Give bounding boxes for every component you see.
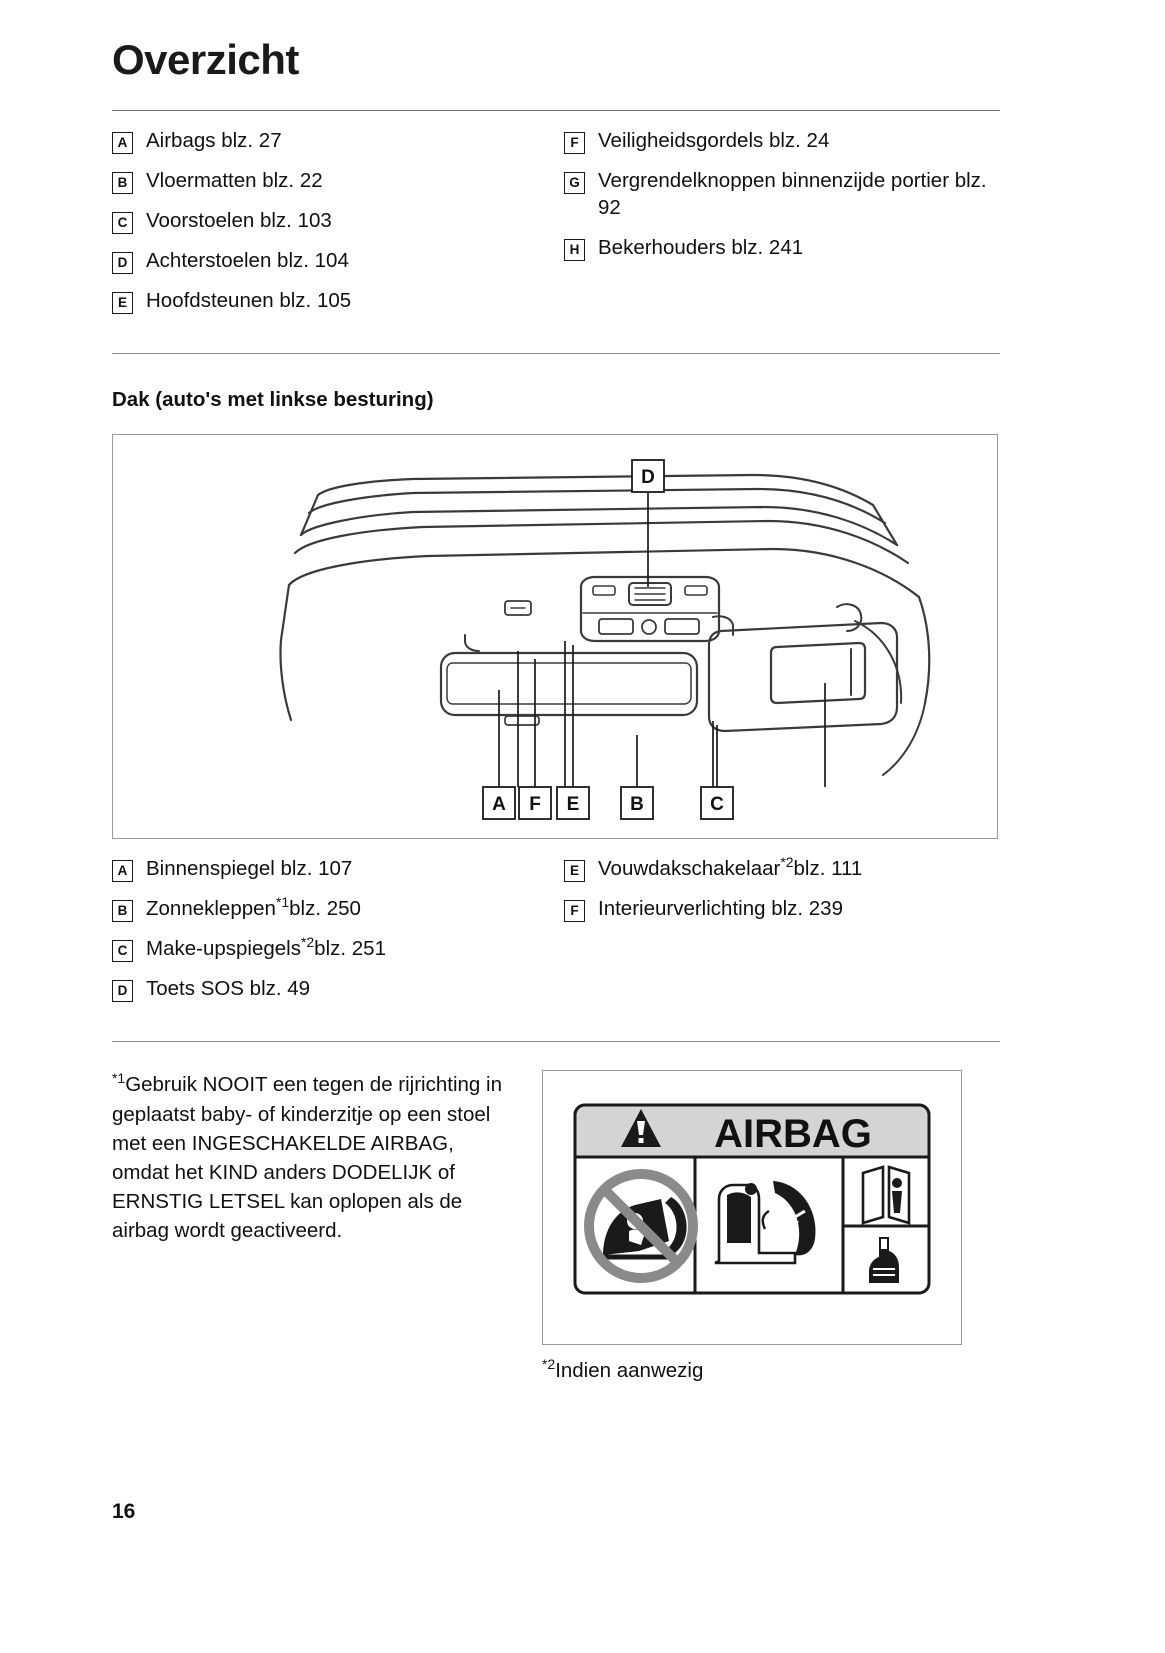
item-label: Achterstoelen blz. 104 xyxy=(146,249,349,273)
svg-text:F: F xyxy=(529,794,541,816)
item-tag: E xyxy=(564,860,585,882)
item-label: Vouwdakschakelaar$^{*2}$blz. 111 xyxy=(598,854,863,881)
item-label: Vergrendelknoppen binnenzijde portier blz. 92 xyxy=(598,169,987,220)
footnote-2-text: Indien aanwezig xyxy=(555,1359,704,1383)
page-number: 16 xyxy=(112,1500,136,1523)
roof-diagram-svg xyxy=(113,435,997,838)
svg-text:A: A xyxy=(492,794,506,816)
item-tag: A xyxy=(112,132,133,154)
legend-roof xyxy=(112,839,1000,1015)
item-tag: C xyxy=(112,940,133,962)
section-heading: Dak (auto's met linkse besturing) xyxy=(112,388,434,412)
item-tag: B xyxy=(112,172,133,194)
svg-text:D: D xyxy=(641,467,655,489)
item-tag: C xyxy=(112,212,133,234)
list-item xyxy=(564,234,1000,261)
list-item xyxy=(564,895,1000,922)
legend-roof-right-column xyxy=(556,855,1000,1015)
svg-text:B: B xyxy=(630,794,644,816)
item-label: Zonnekleppen$^{*1}$blz. 250 xyxy=(146,894,361,921)
list-item xyxy=(112,895,556,922)
item-label: Airbags blz. 27 xyxy=(146,129,282,152)
list-item xyxy=(112,287,556,314)
list-item xyxy=(564,855,1000,882)
footnote-1 xyxy=(112,1070,542,1383)
legend-roof-left-column xyxy=(112,855,556,1015)
item-tag: B xyxy=(112,900,133,922)
airbag-warning-label xyxy=(542,1070,962,1345)
list-item xyxy=(112,935,556,962)
item-label: Vloermatten blz. 22 xyxy=(146,169,323,193)
list-item xyxy=(112,127,556,154)
item-label: Bekerhouders blz. 241 xyxy=(598,236,804,260)
item-tag: F xyxy=(564,132,585,154)
item-tag: H xyxy=(564,239,585,261)
item-tag: A xyxy=(112,860,133,882)
footnote-section xyxy=(112,1070,1000,1383)
svg-text:E: E xyxy=(566,794,580,816)
list-item xyxy=(112,855,556,882)
legend-overview-left-column xyxy=(112,127,556,327)
airbag-label-title: AIRBAG xyxy=(714,1112,872,1157)
legend-overview xyxy=(112,111,1000,327)
footnote-marker: *2 xyxy=(780,854,794,871)
divider-after-overview xyxy=(112,353,1000,354)
footnote-1-text: Gebruik NOOIT een tegen de rijrichting in geplaatst baby- of kinderzitje op een stoel met een INGESCHAKELDE AIRBAG, omdat het KIND anders DODELIJK of ERNSTIG LETSEL kan oplopen als de airbag wordt geactiveerd. xyxy=(112,1073,502,1242)
item-tag: F xyxy=(564,900,585,922)
footnote-marker: *1 xyxy=(275,894,290,911)
item-label: Interieurverlichting blz. 239 xyxy=(598,897,843,921)
list-item xyxy=(112,167,556,194)
page-title: Overzicht xyxy=(112,36,299,83)
airbag-label-svg xyxy=(543,1071,961,1344)
list-item xyxy=(112,207,556,234)
roof-diagram-figure xyxy=(112,434,998,839)
page-content xyxy=(112,0,1000,1383)
item-label: Binnenspiegel blz. 107 xyxy=(146,857,353,881)
item-label: Make-upspiegels$^{*2}$blz. 251 xyxy=(146,934,386,961)
footnote-marker: *2 xyxy=(300,934,315,951)
item-tag: G xyxy=(564,172,585,194)
list-item xyxy=(564,167,1000,221)
airbag-label-section xyxy=(542,1070,1000,1383)
divider-after-roof-legend xyxy=(112,1041,1000,1042)
footnote-marker: *2 xyxy=(542,1356,556,1373)
footnote-marker: *1 xyxy=(112,1070,126,1087)
item-label: Veiligheidsgordels blz. 24 xyxy=(598,129,830,152)
item-label: Voorstoelen blz. 103 xyxy=(146,209,332,233)
item-tag: D xyxy=(112,980,133,1002)
item-tag: E xyxy=(112,292,133,314)
list-item xyxy=(564,127,1000,154)
footnote-2 xyxy=(542,1356,1000,1383)
list-item xyxy=(112,975,556,1002)
item-label: Hoofdsteunen blz. 105 xyxy=(146,289,352,313)
list-item xyxy=(112,247,556,274)
svg-text:C: C xyxy=(710,794,724,816)
item-tag: D xyxy=(112,252,133,274)
item-label: Toets SOS blz. 49 xyxy=(146,977,311,1001)
legend-overview-right-column xyxy=(556,127,1000,327)
